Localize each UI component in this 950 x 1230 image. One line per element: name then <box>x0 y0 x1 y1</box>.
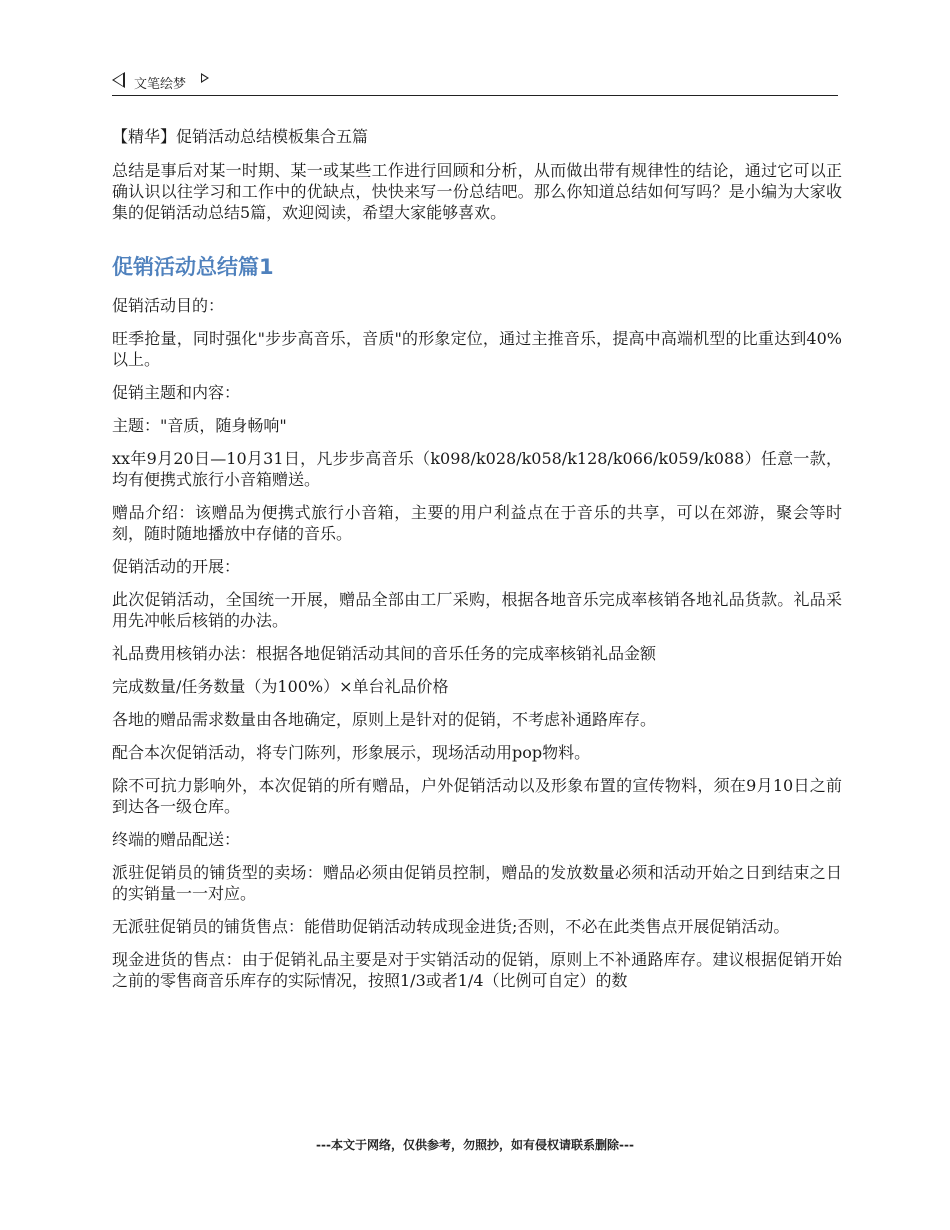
paragraph: 完成数量/任务数量（为100%）×单台礼品价格 <box>112 677 449 696</box>
paragraph: 配合本次促销活动，将专门陈列，形象展示，现场活动用pop物料。 <box>112 743 591 762</box>
paragraph: 促销活动的开展： <box>112 557 241 576</box>
left-triangle-icon <box>112 72 125 88</box>
paragraph: xx年9月20日—10月31日，凡步步高音乐（k098/k028/k058/k128/k066/k059/k088）任意一款，均有便携式旅行小音箱赠送。 <box>112 449 842 489</box>
paragraph: 无派驻促销员的铺货售点：能借助促销活动转成现金进货;否则，不必在此类售点开展促销活动。 <box>112 917 790 936</box>
paragraph: 此次促销活动，全国统一开展，赠品全部由工厂采购，根据各地音乐完成率核销各地礼品货款。礼品采用先冲帐后核销的办法。 <box>112 590 842 630</box>
brand-name: 文笔绘梦 <box>134 77 187 92</box>
paragraph: 旺季抢量，同时强化"步步高音乐，音质"的形象定位，通过主推音乐，提高中高端机型的比重达到40%以上。 <box>112 329 842 369</box>
paragraph: 终端的赠品配送： <box>112 830 241 849</box>
right-triangle-icon <box>201 73 209 83</box>
paragraph: 现金进货的售点：由于促销礼品主要是对于实销活动的促销，原则上不补通路库存。建议根据促销开始之前的零售商音乐库存的实际情况，按照1/3或者1/4（比例可自定）的数 <box>112 950 842 990</box>
document-body <box>112 126 842 1003</box>
paragraph: 礼品费用核销办法：根据各地促销活动其间的音乐任务的完成率核销礼品金额 <box>112 644 657 663</box>
paragraph: 赠品介绍：该赠品为便携式旅行小音箱，主要的用户利益点在于音乐的共享，可以在郊游，聚会等时刻，随时随地播放中存储的音乐。 <box>112 503 842 543</box>
paragraph: 各地的赠品需求数量由各地确定，原则上是针对的促销，不考虑补通路库存。 <box>112 710 657 729</box>
paragraph: 促销活动目的： <box>112 296 225 315</box>
paragraph: 除不可抗力影响外，本次促销的所有赠品，户外促销活动以及形象布置的宣传物料，须在9月10日之前到达各一级仓库。 <box>112 776 842 816</box>
section-heading: 促销活动总结篇1 <box>112 255 274 279</box>
page-footer: ---本文于网络，仅供参考，勿照抄，如有侵权请联系删除--- <box>316 1138 634 1152</box>
page-header <box>112 70 838 96</box>
paragraph: 主题："音质，随身畅响" <box>112 416 287 435</box>
paragraph: 派驻促销员的铺货型的卖场：赠品必须由促销员控制，赠品的发放数量必须和活动开始之日到结束之日的实销量一一对应。 <box>112 863 842 903</box>
paragraph: 促销主题和内容： <box>112 383 241 402</box>
document-title: 【精华】促销活动总结模板集合五篇 <box>112 127 369 146</box>
intro-paragraph: 总结是事后对某一时期、某一或某些工作进行回顾和分析，从而做出带有规律性的结论，通过它可以正确认识以往学习和工作中的优缺点，快快来写一份总结吧。那么你知道总结如何写吗？是小编为大家收集的促销活动总结5篇，欢迎阅读，希望大家能够喜欢。 <box>112 161 842 222</box>
